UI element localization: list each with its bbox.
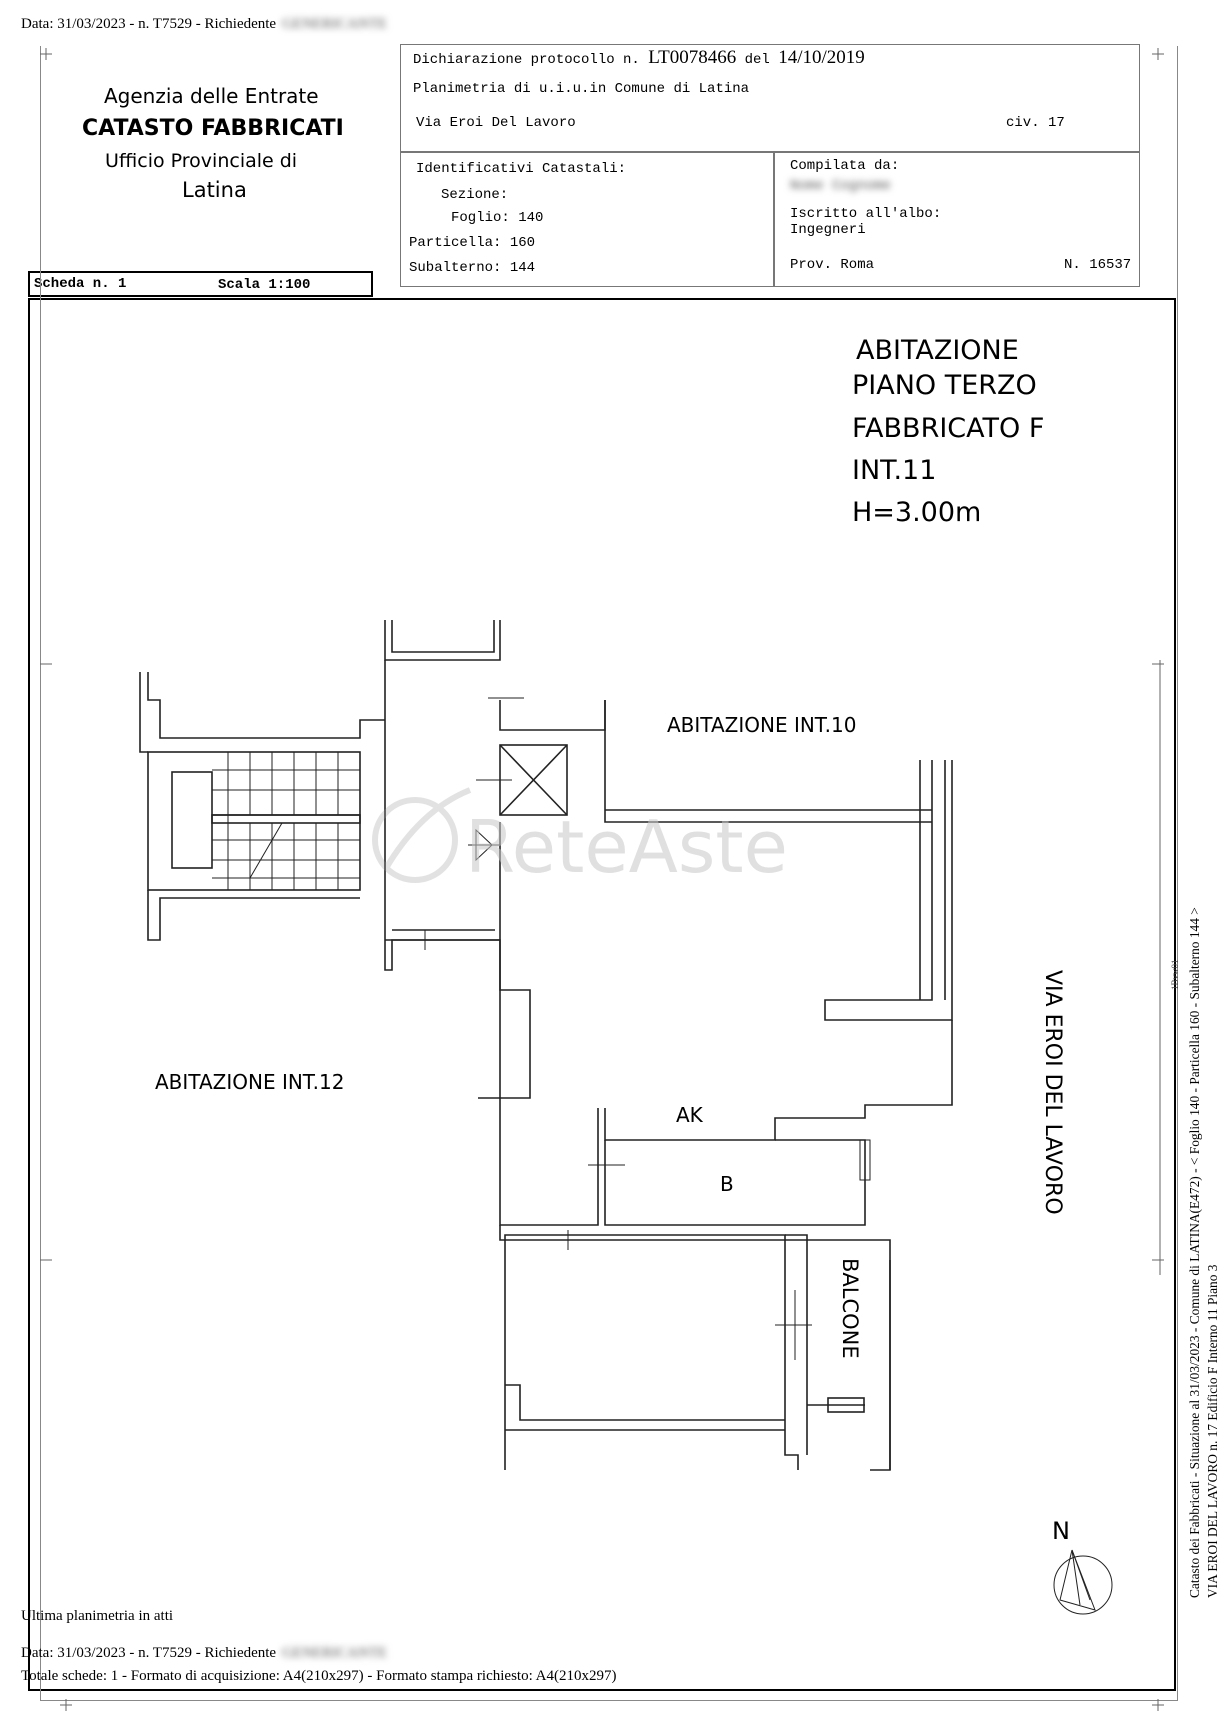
- plan-title-line-3: FABBRICATO F: [852, 413, 1045, 444]
- compilata-label: Compilata da:: [790, 158, 900, 174]
- north-label: N: [1052, 1517, 1070, 1545]
- ident-particella: Particella: 160: [409, 235, 536, 251]
- agency-name: Agenzia delle Entrate: [104, 84, 319, 108]
- albo-value: Ingegneri: [790, 222, 866, 238]
- street-line: Via Eroi Del Lavoro: [416, 115, 576, 131]
- plan-title-line-1: ABITAZIONE: [856, 335, 1019, 366]
- protocol-label: Dichiarazione protocollo n.: [413, 52, 640, 68]
- scala-label: Scala 1:100: [218, 277, 311, 293]
- footer-data-text: Data: 31/03/2023 - n. T7529 - Richiedente: [21, 1645, 277, 1661]
- plan-title-line-4: INT.11: [852, 455, 937, 486]
- plan-line: Planimetria di u.i.u.in Comune di Latina: [413, 81, 750, 97]
- civ-line: civ. 17: [1006, 115, 1065, 131]
- label-b: B: [720, 1172, 734, 1196]
- footer-data-blurred: GENERICANTE: [282, 1645, 388, 1661]
- label-street: VIA EROI DEL LAVORO: [1040, 970, 1065, 1215]
- plan-title-line-5: H=3.00m: [852, 497, 982, 528]
- catasto-title: CATASTO FABBRICATI: [82, 116, 344, 141]
- protocol-number: LT0078466: [648, 47, 737, 68]
- albo-number: N. 16537: [1064, 257, 1132, 273]
- plan-title: [856, 330, 1019, 372]
- footer-data-line: [21, 1645, 387, 1662]
- label-int10: ABITAZIONE INT.10: [667, 713, 857, 737]
- plan-title-line-2: PIANO TERZO: [852, 370, 1037, 401]
- ident-foglio: Foglio: 140: [451, 210, 544, 226]
- north-compass-icon: [1054, 1550, 1112, 1614]
- side-text-1: Catasto dei Fabbricati - Situazione al 31/03/2023 - Comune di LATINA(E472) - < Foglio 140 - Particella 160 - Subalterno 144 >: [1187, 907, 1202, 1598]
- footer-totale: Totale schede: 1 - Formato di acquisizione: A4(210x297) - Formato stampa richiesto: A4(210x297): [21, 1668, 617, 1684]
- compiler-name: Nome Cognome: [790, 178, 891, 194]
- watermark-logo: [375, 790, 470, 880]
- ident-title: Identificativi Catastali:: [416, 161, 627, 177]
- office-city: Latina: [182, 178, 247, 202]
- side-small-code: 1Bvw01: [1170, 959, 1180, 990]
- office-label: Ufficio Provinciale di: [105, 150, 298, 172]
- top-meta-requester: GENERICANTE: [282, 16, 388, 32]
- top-meta-text: Data: 31/03/2023 - n. T7529 - Richiedente: [21, 16, 277, 32]
- protocol-date: 14/10/2019: [778, 47, 865, 68]
- prov-value: Prov. Roma: [790, 257, 875, 273]
- scheda-label: Scheda n. 1: [34, 276, 127, 292]
- label-ak: AK: [676, 1103, 703, 1127]
- protocol-del: del: [744, 52, 770, 68]
- walls: [140, 620, 952, 1470]
- iscritto-label: Iscritto all'albo:: [790, 206, 942, 222]
- watermark-text: ReteAste: [465, 805, 788, 889]
- side-text-2: VIA EROI DEL LAVORO n. 17 Edificio F Interno 11 Piano 3: [1205, 1264, 1220, 1598]
- label-int12: ABITAZIONE INT.12: [155, 1070, 345, 1094]
- footer-ultima: Ultima planimetria in atti: [21, 1608, 174, 1624]
- label-balcone: BALCONE: [838, 1258, 862, 1359]
- ident-sezione: Sezione:: [441, 187, 509, 203]
- ident-subalterno: Subalterno: 144: [409, 260, 536, 276]
- door-ticks: [425, 698, 870, 1360]
